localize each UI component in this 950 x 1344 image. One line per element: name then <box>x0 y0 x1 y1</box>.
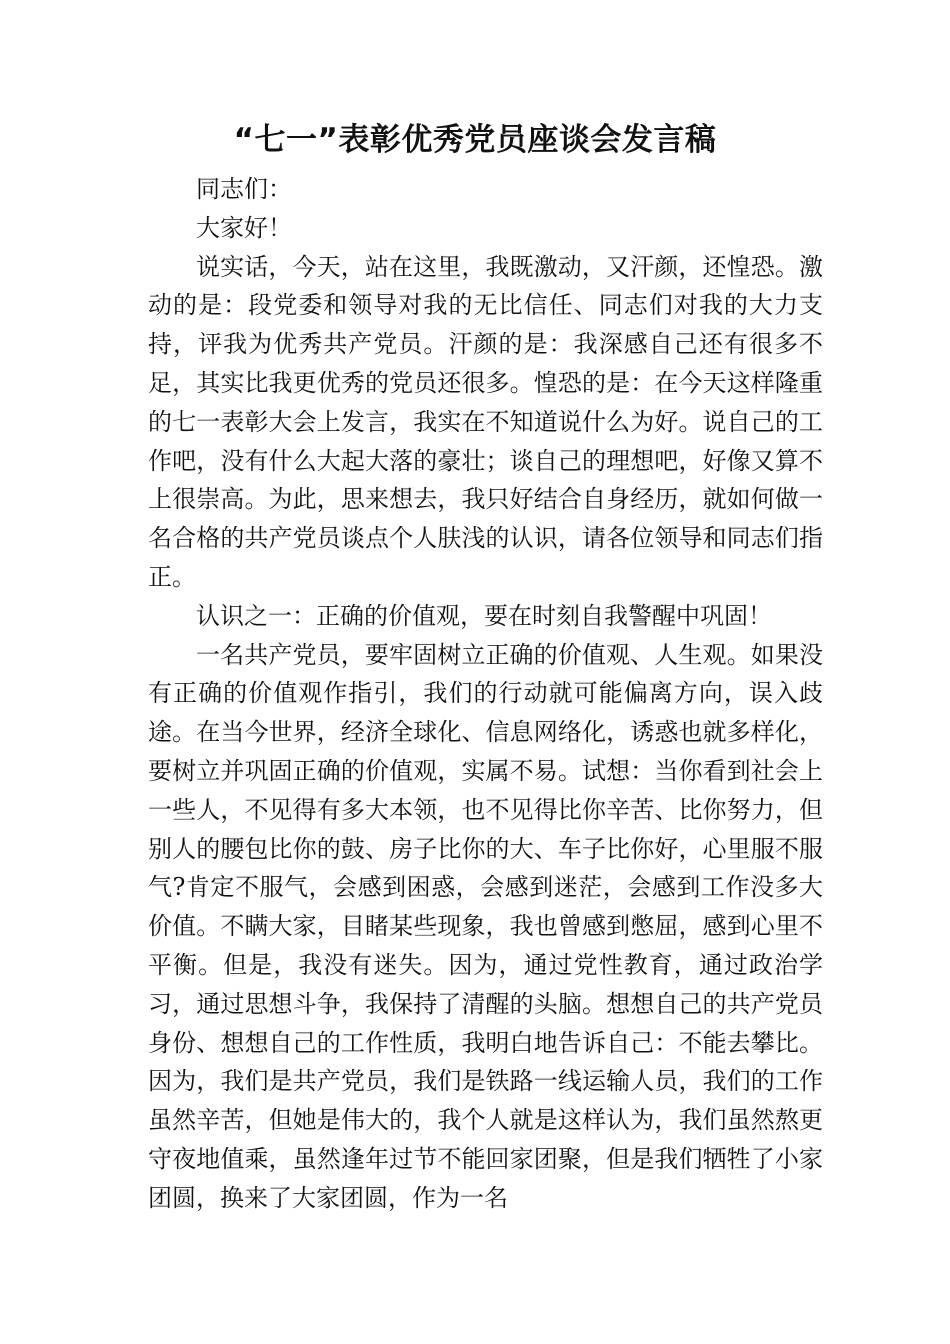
document-title: “七一”表彰优秀党员座谈会发言稿 <box>233 122 717 158</box>
body-paragraph: 说实话，今天，站在这里，我既激动，又汗颜，还惶恐。激动的是：段党委和领导对我的无比信任、同志们对我的大力支持，评我为优秀共产党员。汗颜的是：我深感自己还有很多不足，其实比我更优秀的党员还很多。惶恐的是：在今天这样隆重的七一表彰大会上发言，我实在不知道说什么为好。说自己的工作吧，没有什么大起大落的豪壮；谈自己的理想吧，好像又算不上很崇高。为此，思来想去，我只好结合自身经历，就如何做一名合格的共产党员谈点个人肤浅的认识，请各位领导和同志们指正。 <box>148 252 823 591</box>
body-paragraph: 一名共产党员，要牢固树立正确的价值观、人生观。如果没有正确的价值观作指引，我们的行动就可能偏离方向，误入歧途。在当今世界，经济全球化、信息网络化，诱惑也就多样化，要树立并巩固正确的价值观，实属不易。试想：当你看到社会上一些人，不见得有多大本领，也不见得比你辛苦、比你努力，但别人的腰包比你的鼓、房子比你的大、车子比你好，心里服不服气?肯定不服气，会感到困惑，会感到迷茫，会感到工作没多大价值。不瞒大家，目睹某些现象，我也曾感到憋屈，感到心里不平衡。但是，我没有迷失。因为，通过党性教育，通过政治学习，通过思想斗争，我保持了清醒的头脑。想想自己的共产党员身份、想想自己的工作性质，我明白地告诉自己：不能去攀比。因为，我们是共产党员，我们是铁路一线运输人员，我们的工作虽然辛苦，但她是伟大的，我个人就是这样认为，我们虽然熬更守夜地值乘，虽然逢年过节不能回家团聚，但是我们牺牲了小家团圆，换来了大家团圆，作为一名 <box>148 640 823 1212</box>
salutation: 同志们： <box>196 175 292 203</box>
document-body <box>148 170 823 1218</box>
section-heading: 认识之一：正确的价值观，要在时刻自我警醒中巩固！ <box>196 601 772 630</box>
greeting: 大家好！ <box>196 213 292 242</box>
